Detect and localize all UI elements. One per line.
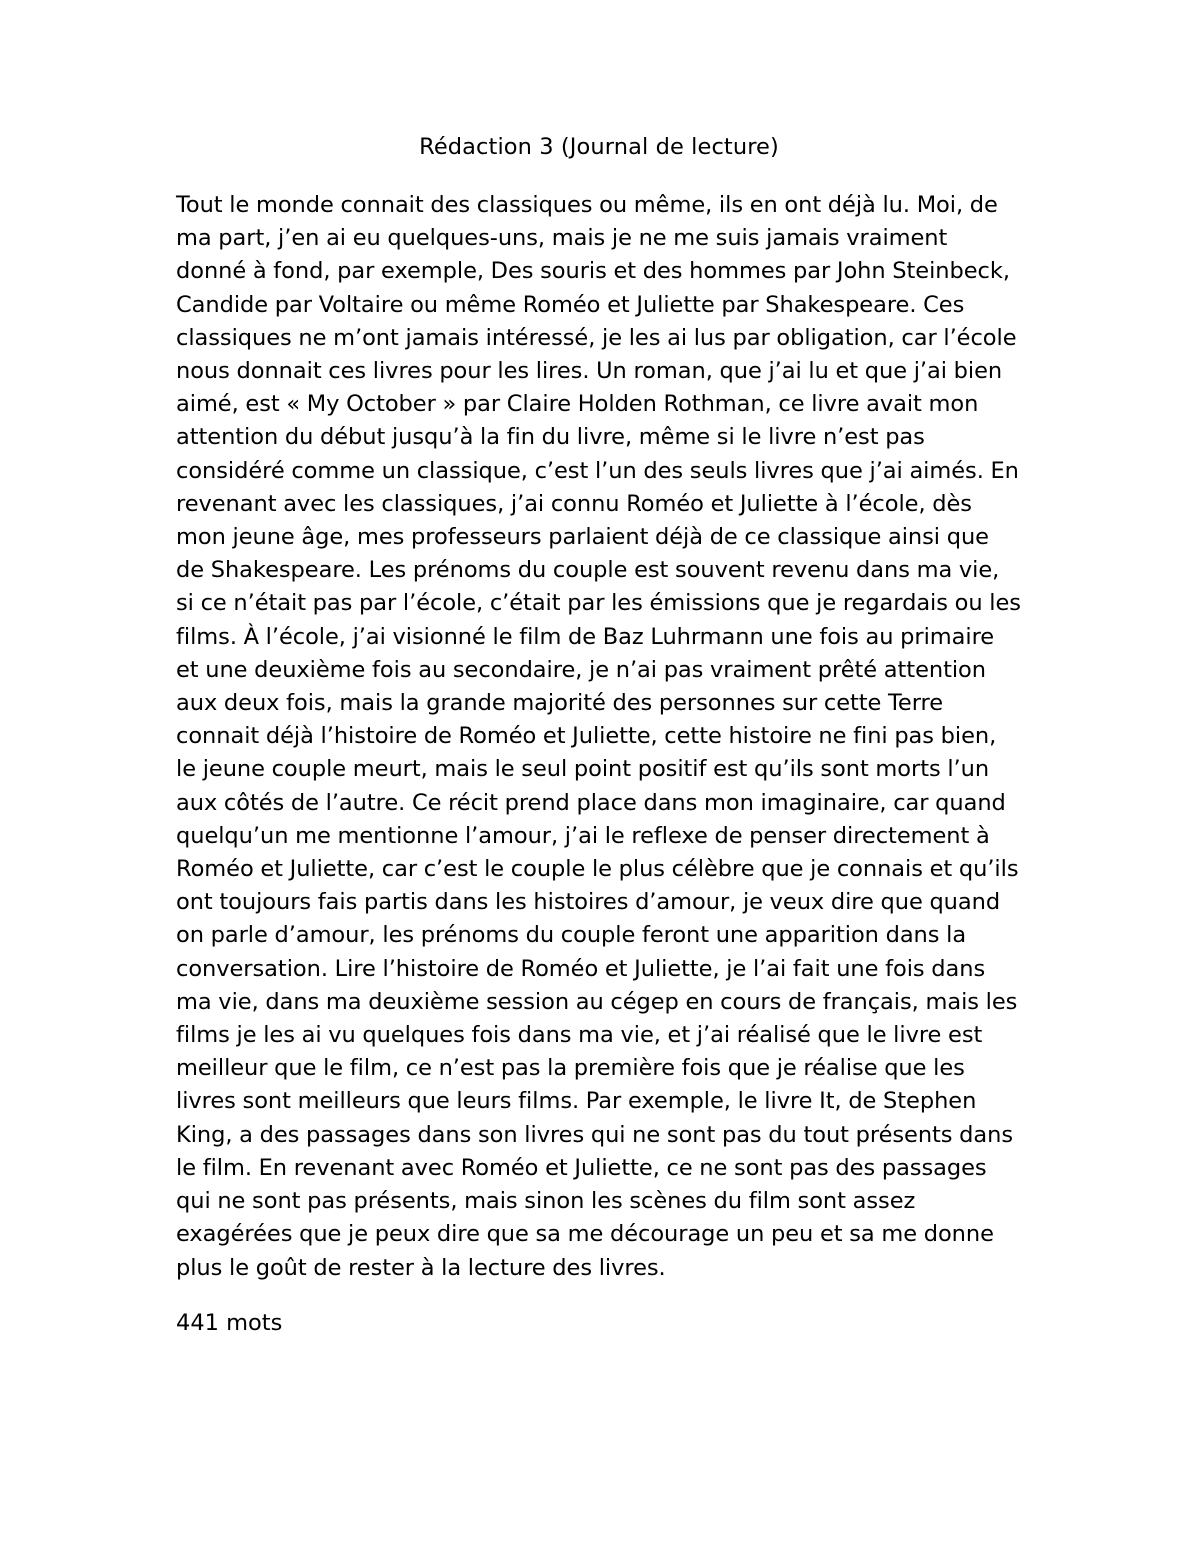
page-title: Rédaction 3 (Journal de lecture) bbox=[419, 134, 779, 160]
essay-body-paragraph: Tout le monde connait des classiques ou même, ils en ont déjà lu. Moi, de ma part, j’en ai eu quelques-uns, mais je ne me suis jamais vraiment donné à fond, par exemple, Des souris et des hommes par John Steinbeck, Candide par Voltaire ou même Roméo et Juliette par Shakespeare. Ces classiques ne m’ont jamais intéressé, je les ai lus par obligation, car l’école nous donnait ces livres pour les lires. Un roman, que j’ai lu et que j’ai bien aimé, est « My October » par Claire Holden Rothman, ce livre avait mon attention du début jusqu’à la fin du livre, même si le livre n’est pas considéré comme un classique, c’est l’un des seuls livres que j’ai aimés. En revenant avec les classiques, j’ai connu Roméo et Juliette à l’école, dès mon jeune âge, mes professeurs parlaient déjà de ce classique ainsi que de Shakespeare. Les prénoms du couple est souvent revenu dans ma vie, si ce n’était pas par l’école, c’était par les émissions que je regardais ou les films. À l’école, j’ai visionné le film de Baz Luhrmann une fois au primaire et une deuxième fois au secondaire, je n’ai pas vraiment prêté attention aux deux fois, mais la grande majorité des personnes sur cette Terre connait déjà l’histoire de Roméo et Juliette, cette histoire ne fini pas bien, le jeune couple meurt, mais le seul point positif est qu’ils sont morts l’un aux côtés de l’autre. Ce récit prend place dans mon imaginaire, car quand quelqu’un me mentionne l’amour, j’ai le reflexe de penser directement à Roméo et Juliette, car c’est le couple le plus célèbre que je connais et qu’ils ont toujours fais partis dans les histoires d’amour, je veux dire que quand on parle d’amour, les prénoms du couple feront une apparition dans la conversation. Lire l’histoire de Roméo et Juliette, je l’ai fait une fois dans ma vie, dans ma deuxième session au cégep en cours de français, mais les films je les ai vu quelques fois dans ma vie, et j’ai réalisé que le livre est meilleur que le film, ce n’est pas la première fois que je réalise que les livres sont meilleurs que leurs films. Par exemple, le livre It, de Stephen King, a des passages dans son livres qui ne sont pas du tout présents dans le film. En revenant avec Roméo et Juliette, ce ne sont pas des passages qui ne sont pas présents, mais sinon les scènes du film sont assez exagérées que je peux dire que sa me décourage un peu et sa me donne plus le goût de rester à la lecture des livres. bbox=[176, 192, 1021, 1281]
document-text-column bbox=[176, 131, 1022, 1340]
word-count-label: 441 mots bbox=[176, 1309, 283, 1336]
